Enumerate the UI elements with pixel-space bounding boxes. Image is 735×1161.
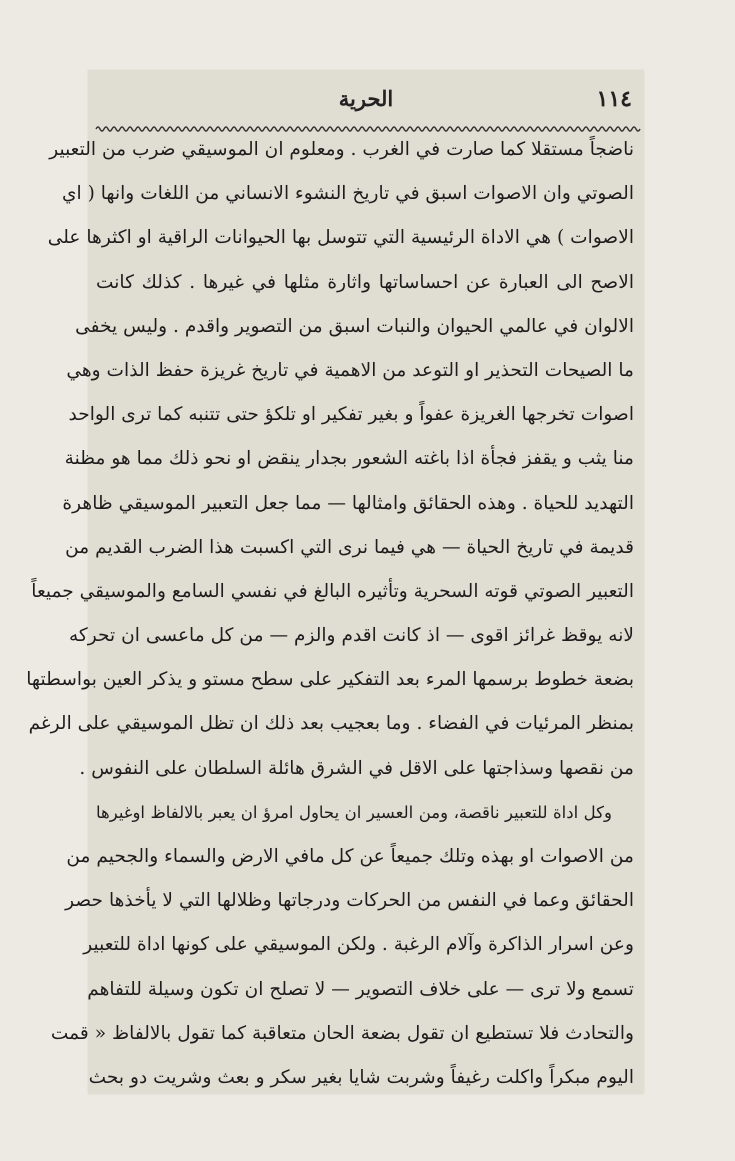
page-number: ١١٤: [596, 86, 632, 112]
text-line: الالوان في عالمي الحيوان والنبات اسبق من التصوير واقدم . وليس يخفى: [75, 315, 634, 337]
text-line: لانه يوقظ غرائز اقوى — اذ كانت اقدم والزم — من كل ماعسى ان تحركه: [68, 625, 634, 647]
text-line: قديمة في تاريخ الحياة — هي فيما نرى التي اكسبت هذا الضرب القديم من: [65, 536, 634, 558]
text-line: وكل اداة للتعبير ناقصة، ومن العسير ان يحاول امرؤ ان يعبر بالالفاظ اوغيرها: [96, 802, 612, 822]
text-line: بمنظر المرئيات في الفضاء . وما بعجيب بعد ذلك ان تظل الموسيقي على الرغم: [28, 713, 634, 735]
body-text: [26, 128, 634, 1100]
text-line: اصوات تخرجها الغريزة عفواً و بغير تفكير او تلكؤ حتى تتنبه كما ترى الواحد: [68, 404, 634, 426]
text-line: والتحادث فلا تستطيع ان تقول بضعة الحان متعاقبة كما تقول بالالفاظ « قمت: [50, 1022, 634, 1044]
text-line: التهديد للحياة . وهذه الحقائق وامثالها — مما جعل التعبير الموسيقي ظاهرة: [62, 492, 634, 514]
text-line: ناضجاً مستقلا كما صارت في الغرب . ومعلوم ان الموسيقي ضرب من التعبير: [49, 139, 634, 160]
text-line: من الاصوات او بهذه وتلك جميعاً عن كل مافي الارض والسماء والجحيم من: [66, 846, 634, 867]
running-title: الحرية: [338, 86, 394, 111]
text-line: الاصوات ) هي الاداة الرئيسية التي تتوسل بها الحيوانات الراقية او اكثرها على: [47, 227, 634, 249]
text-line: من نقصها وسذاجتها على الاقل في الشرق هائلة السلطان على النفوس .: [79, 757, 634, 779]
text-line: منا يثب و يقفز فجأة اذا باغته الشعور بجدار ينقض او نحو ذلك مما هو مظنة: [64, 448, 634, 470]
page-header: [88, 80, 644, 120]
text-line: تسمع ولا ترى — على خلاف التصوير — لا تصلح ان تكون وسيلة للتفاهم: [87, 978, 634, 1000]
book-page: [26, 70, 644, 1094]
text-line: الحقائق وعما في النفس من الحركات ودرجاتها وظلالها التي لا يأخذها حصر: [65, 890, 634, 912]
text-line: الاصح الى العبارة عن احساساتها واثارة مثلها في غيرها . كذلك كانت: [96, 271, 634, 293]
text-line: ما الصيحات التحذير او التوعد من الاهمية في تاريخ غريزة حفظ الذات وهي: [66, 359, 634, 381]
text-line: وعن اسرار الذاكرة وآلام الرغبة . ولكن الموسيقي على كونها اداة للتعبير: [83, 934, 634, 956]
text-line: بضعة خطوط برسمها المرء بعد التفكير على سطح مستو و يذكر العين بواسطتها: [26, 669, 634, 691]
text-line: الصوتي وان الاصوات اسبق في تاريخ النشوء الانساني من اللغات وانها ( اي: [61, 183, 634, 205]
text-line: اليوم مبكراً واكلت رغيفاً وشربت شايا بغير سكر و بعث وشريت دو بحث: [88, 1066, 634, 1088]
text-line: التعبير الصوتي قوته السحرية وتأثيره البالغ في نفسي السامع والموسيقي جميعاً: [31, 580, 634, 602]
